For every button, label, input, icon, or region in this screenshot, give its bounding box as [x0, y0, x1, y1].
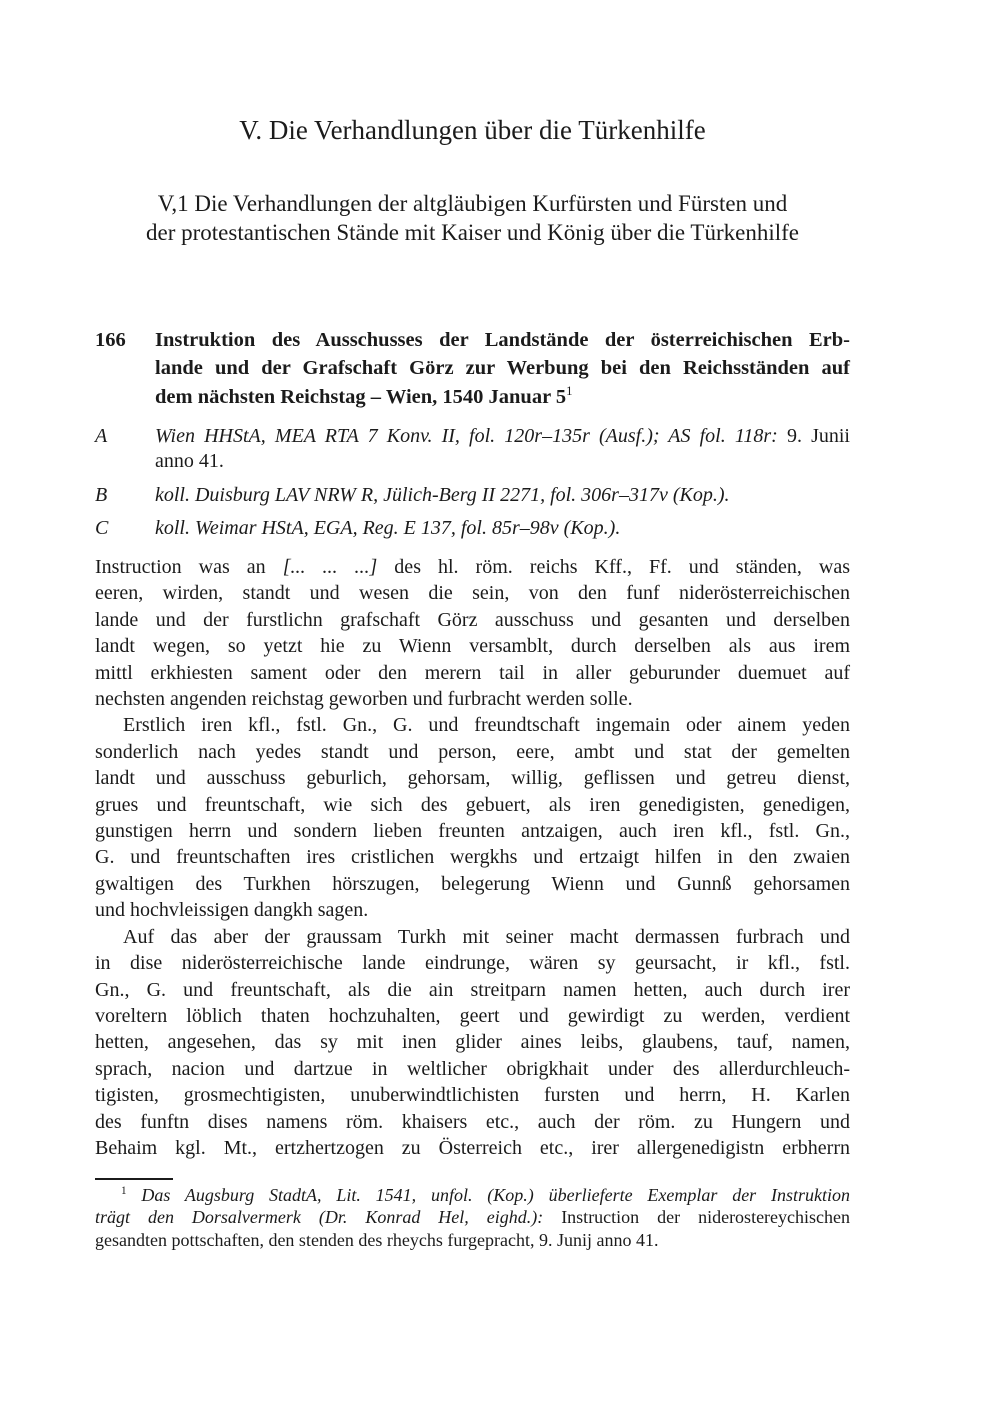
text-line	[95, 1029, 850, 1055]
text-run: dem nächsten Reichstag – Wien, 1540 Januar 5	[155, 385, 567, 408]
text-line	[95, 607, 850, 633]
text-line	[95, 977, 850, 1003]
text-run: koll. Weimar HStA, EGA, Reg. E 137, fol. 85r–98v (Kop.).	[155, 516, 621, 539]
text-line	[155, 354, 850, 382]
body-paragraph	[95, 712, 850, 923]
text-run: landt wegen, so yetzt hie zu Wienn versamblt, durch derselben als aus irem	[95, 635, 850, 658]
text-run: Auf das aber der graussam Turkh mit seiner macht dermassen furbrach und	[123, 925, 850, 948]
footnote-separator	[95, 1178, 173, 1180]
body-paragraph	[95, 924, 850, 1162]
text-run: lande und der furstlichn grafschaft Görz ausschuss und gesanten und derselben	[95, 608, 850, 631]
source-citation	[155, 483, 850, 508]
text-line	[95, 792, 850, 818]
entry-number: 166	[95, 329, 126, 351]
text-run: 9. Junii	[786, 425, 850, 447]
text-line	[155, 449, 850, 474]
text-run: hetten, angesehen, das sy mit inen glider aines leibs, glaubens, tauf, namen,	[95, 1031, 850, 1054]
source-list	[95, 424, 850, 549]
text-run: anno 41.	[155, 450, 224, 473]
superscript-note-marker: 1	[566, 383, 573, 398]
text-run: sprach, nacion und dartzue in weltlicher obrigkhait under des allerdurchleuch-	[95, 1057, 850, 1080]
text-run: sonderlich nach yedes standt und person, eere, ambt und stat der gemelten	[95, 740, 850, 763]
text-line	[95, 1229, 850, 1251]
document-body	[95, 554, 850, 1161]
text-line	[95, 660, 850, 686]
text-line	[95, 765, 850, 791]
body-paragraph	[95, 554, 850, 712]
text-line	[95, 950, 850, 976]
text-run: Instruction was an	[95, 556, 283, 578]
text-run: [... ... ...]	[282, 556, 378, 578]
text-line	[95, 1109, 850, 1135]
chapter-subtitle-line-2: der protestantischen Stände mit Kaiser und König über die Türkenhilfe	[146, 219, 799, 245]
text-run: gwaltigen des Turkhen hörszugen, belegerung Wienn und Gunnß gehorsamen	[95, 872, 850, 895]
text-run: Instruktion des Ausschusses der Landstände der österreichischen Erb-	[155, 329, 850, 351]
footnote	[95, 1184, 850, 1251]
text-run: des hl. röm. reichs Kff., Ff. und ständen, was	[377, 556, 850, 578]
text-line	[95, 1206, 850, 1228]
text-run: trägt den Dorsalvermerk (Dr. Konrad Hel, eighd.):	[95, 1207, 562, 1228]
text-run: nechsten angenden reichstag geworben und furbracht werden solle.	[95, 688, 633, 711]
text-line	[155, 424, 850, 449]
text-run: und hochvleissigen dangkh sagen.	[95, 899, 369, 922]
text-run: lande und der Grafschaft Görz zur Werbung bei den Reichsständen auf	[155, 357, 850, 380]
text-line	[95, 712, 850, 738]
text-run: Erstlich iren kfl., fstl. Gn., G. und freundtschaft ingemain oder ainem yeden	[123, 714, 850, 737]
text-line	[95, 924, 850, 950]
source-citation	[155, 424, 850, 475]
source-siglum: B	[95, 483, 108, 506]
source-row	[95, 516, 850, 541]
text-run: mittl erkhiesten sament oder den merern tail in aller geburunder duemuet auf	[95, 661, 850, 684]
source-citation	[155, 516, 850, 541]
text-line	[95, 686, 850, 712]
text-run: Gn., G. und freuntschaft, als die ain streitparn namen hetten, auch durch irer	[95, 978, 850, 1001]
text-line	[95, 897, 850, 923]
text-line	[95, 554, 850, 580]
text-line	[95, 1003, 850, 1029]
text-line	[95, 739, 850, 765]
text-line	[155, 383, 850, 411]
text-line	[95, 871, 850, 897]
source-siglum: C	[95, 516, 109, 539]
text-line	[95, 844, 850, 870]
text-line	[155, 516, 850, 541]
text-line	[95, 1056, 850, 1082]
source-siglum: A	[95, 425, 108, 447]
text-run: des funftn dises namens röm. khaisers etc., auch der röm. zu Hungern und	[95, 1110, 850, 1133]
text-line	[155, 483, 850, 508]
source-row	[95, 483, 850, 508]
text-run: Das Augsburg StadtA, Lit. 1541, unfol. (Kop.) überlieferte Exemplar der Instruktion	[126, 1185, 850, 1205]
text-run: G. und freuntschaften ires cristlichen wergkhs und ertzaigt hilfen in den zwaien	[95, 846, 850, 869]
superscript-note-marker: 1	[121, 1185, 127, 1197]
entry-heading	[95, 326, 850, 411]
chapter-title: V. Die Verhandlungen über die Türkenhilfe	[239, 115, 706, 145]
text-run: Wien HHStA, MEA RTA 7 Konv. II, fol. 120r–135r (Ausf.); AS fol. 118r:	[155, 425, 787, 447]
text-line	[95, 1082, 850, 1108]
text-line	[95, 1135, 850, 1161]
text-run: grues und freuntschaft, wie sich des gebuert, als iren genedigisten, genedigen,	[95, 793, 850, 816]
text-run: tigisten, grosmechtigisten, unuberwindtlichisten fursten und herrn, H. Karlen	[95, 1084, 850, 1107]
text-line	[155, 326, 850, 354]
text-run: gesandten pottschaften, den stenden des rheychs furgepracht, 9. Junij anno 41.	[95, 1229, 659, 1250]
text-line	[95, 580, 850, 606]
text-run: Instruction der niderostereychischen	[561, 1207, 851, 1228]
text-run: landt und ausschuss geburlich, gehorsam, willig, geflissen und getreu dienst,	[95, 767, 850, 790]
text-run: voreltern löblich thaten hochzuhalten, geert und gewirdigt zu werden, verdient	[95, 1004, 850, 1027]
text-line	[95, 1184, 850, 1206]
chapter-subtitle-line-1: V,1 Die Verhandlungen der altgläubigen Kurfürsten und Fürsten und	[157, 191, 788, 216]
text-run: Behaim kgl. Mt., ertzhertzogen zu Österreich etc., irer allergenedigistn erbherrn	[95, 1136, 850, 1159]
text-line	[95, 633, 850, 659]
chapter-subtitle	[95, 190, 850, 247]
text-line	[95, 818, 850, 844]
entry-heading-text	[155, 326, 850, 411]
text-run: koll. Duisburg LAV NRW R, Jülich-Berg II 2271, fol. 306r–317v (Kop.).	[155, 483, 730, 506]
source-row	[95, 424, 850, 475]
text-run: eeren, wirden, standt und wesen die sein, von den funf niderösterreichischen	[95, 582, 850, 605]
text-run: in dise niderösterreichische lande eindrunge, wären sy geursacht, ir kfl., fstl.	[95, 952, 850, 975]
text-run: gunstigen herrn und sondern lieben freunten antzaigen, auch iren kfl., fstl. Gn.,	[95, 820, 850, 843]
